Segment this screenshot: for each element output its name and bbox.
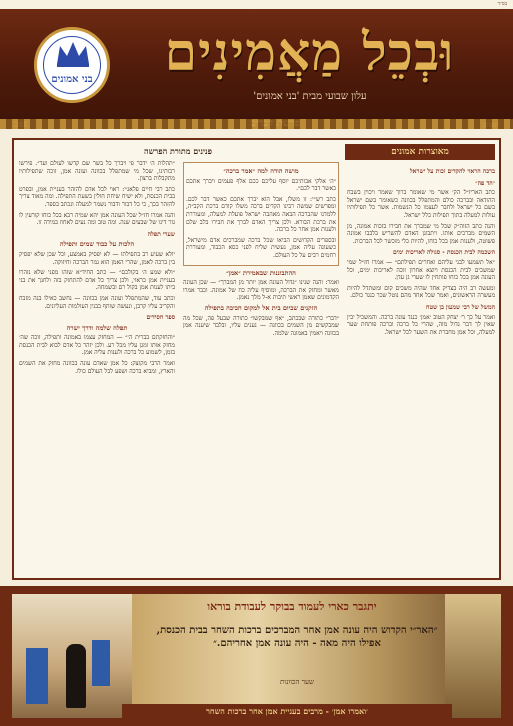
article-paragraph: ״דבר״ כתורה שבכתב, ״אף שמבקשו״ כתורה שבעל פה, שכל מה שמבקשים מן השמים בכוונה — נענים עליו, ובלבד שיענה אמן בכוונה ויאמין באמונה שלמה. xyxy=(183,314,339,337)
article-paragraph: ״ה׳ אלקי אבותיכם יוסף עליכם ככם אלף פעמים ויברך אתכם כאשר דבר לכם״. xyxy=(186,177,336,193)
article-paragraph: ״ולא שמע ה׳ בקולכם״ — כתב החיד״א שזהו מפני שלא נזהרו בעניית אמן כראוי, ולכן צריך כל אדם להתחזק בזה ולחנך את בני ביתו לענות אמן בקול רם ובשמחה. xyxy=(19,269,175,292)
article-heading: מושה הודה למה ״אמר ברכה״ xyxy=(223,167,299,175)
article-paragraph: כתב האריז״ל הק׳ אשר מי שאומר ברוך שאמר ויכוין בשבח ההודאה ובברכה כולם והמתפלל בכוונה כשאומר בשם ישראל בשם כל ישראל ולחבר לעצמו כל הנשמות. אשר כל תפילותיו עולות למעלה בתוך תפילות כלל ישראל. xyxy=(347,189,495,219)
middle-section-title: פנינים מתורת הפרשה xyxy=(144,146,212,156)
footer-source: שער הכוונות xyxy=(280,678,314,686)
crown-icon xyxy=(55,40,91,68)
footer-headline: יתגבר כארי לעמוד בבוקר לעבודת בוראו xyxy=(207,600,377,613)
blue-door xyxy=(26,648,48,704)
article-heading: ברכה הראוי להקדים זכות על ישראל xyxy=(409,168,495,175)
article-paragraph: וכתב עוד, שהמתפלל ועונה אמן בכוונה — נחשב כאילו בנה מזבח והקריב עליו קרבן, ונעשה שותף בבנין העולמות העליונים. xyxy=(19,294,175,310)
article-heading: תפלה שלמה ודרך ישרה xyxy=(66,323,128,332)
article-paragraph: ״תהלות ה׳ ידבר פי ויברך כל בשר שם קדשו לעולם ועד״. פירשו רבותינו, שכל מי שמתפלל בכוונה ועונה אמן, זוכה שתפילותיו מתקבלות ברצון. xyxy=(19,160,175,183)
article-heading: הזקנים שביום בית אל למקום חביבה בתפילה xyxy=(204,303,318,312)
source-signature: שערי תפלה xyxy=(147,230,175,238)
article-paragraph: והנה אמרו חז״ל שכל העונה אמן יהא שמיה רבא בכל כוחו קורעין לו גזר דינו של שבעים שנה. ומה טוב ומה נעים לאחוז במידה זו. xyxy=(19,211,175,227)
masthead-title: וּבְכֵל מַאֲמִינִים xyxy=(164,22,455,83)
article-paragraph: יולא שעיע רב בתפילתו — לא יפסיק באמצע, וכל שכן שלא יפסיק בין ברכה לאמן, שהרי האמן הוא גמר הברכה וחיזוקה. xyxy=(19,250,175,266)
header-ornament xyxy=(0,119,513,129)
article-heading: ההתבוננות שבאמירת ״אמן״ xyxy=(226,268,296,277)
footer-strip: ׳ואמרו אמן׳ - מרבים בעניית אמן אחר ברכות השחר xyxy=(122,704,452,718)
logo xyxy=(34,27,110,103)
article-paragraph: כתב רבי חיים פלאג׳י: ראוי לכל אדם להזהר בעניית אמן, ובפרט בבית הכנסת, ולא ישיח שיחת חולין בשעת התפילה. ומה מאוד צריך להזהר בכך, כי כל דבור ודבור נשמר למעלה ונכתב בספר. xyxy=(19,185,175,208)
footer-banner xyxy=(12,594,501,718)
right-photo xyxy=(445,594,501,718)
walking-figure xyxy=(66,644,86,708)
article-paragraph: כתב רש״י: זו משלו, אבל הוא יברך אתכם כאשר דבר לכם. ומפרשים שמשה רבינו הקדים ברכה משלו קודם ברכת הקב״ה, ללמדנו שהברכה הבאה מאהבה ישראל פועלת למעלה, ומעוררת את ברכת הבורא. ולכן צריך האדם לברך את חבירו בלב שלם ולענות אמן אחר כל ברכה. xyxy=(186,195,336,234)
source-signature: ספר חסידים xyxy=(146,314,175,322)
article-paragraph: ואמר הרבי מקוצק: כל אמן שאדם עונה בכוונה מחזק את השמים והארץ, ומביא ברכה ושפע לכל העולם כולו. xyxy=(19,360,175,375)
footer-quote: ״האר״י הקדוש היה עונה אמן אחר המברכים ברכות השחר בבית הכנסת, אפילו היה מאה - היה עונה אמן אחריהם.״ xyxy=(156,625,438,649)
article-paragraph: ואמר על כך ר׳ יצחק הטוב ׳אמן׳ כנגד עונה ברכה. והמשכיל יבין שאין לך דבר גדול מזה, שהרי כל ברכה וברכה פותחת שער למעלה, וכל אמן מחברת את השער לכל ישראל. xyxy=(347,313,495,336)
article-paragraph: והנה כתב הזוה״ק שכל מי שמברך את חבירו בזכות אמונה, מן השמים מברכים אותו. ויתבונן האדם להשריש בלבבו אמונה פשוטה, ולענות אמן בכל כוחו, להיות כלי מוכשר לכל הברכות. xyxy=(347,222,495,245)
middle-column xyxy=(183,160,339,574)
top-bar xyxy=(0,0,513,9)
article-paragraph: ומעשה רב היה בצדיק אחד שהיה משכים קום ומשתדל להיות מעשרה הראשונים, ואמר שכל אחד מהם נוטל שכר כנגד כולם. xyxy=(347,284,495,300)
masthead-subtitle: עלון שבועי מבית 'בני אמונים' xyxy=(253,91,367,102)
article-box xyxy=(183,162,339,266)
article-subheading: ״הד פה״ xyxy=(475,179,495,187)
right-section-title: מאוצרות אמונים xyxy=(345,144,495,160)
article-heading: השכמה לבית הכנסת - סגולה לאריכות ימים xyxy=(393,249,495,257)
masthead-header xyxy=(0,9,513,129)
article-paragraph: ואמר: והנה שנינו ״גדול העונה אמן יותר מן המברך״ — שכן העונה מאשר ומחזק את הברכה, ומוסיף עליה כח של אמונה. וכבר אמרו הקדמונים שאמן ראשי תיבות א-ל מלך נאמן. xyxy=(183,279,339,302)
content-area xyxy=(12,138,501,580)
article-heading: הלכות על כבוד שמים ותפילה xyxy=(59,240,135,249)
right-column xyxy=(347,164,495,574)
top-mark: בס״ד xyxy=(497,1,507,7)
left-column xyxy=(19,160,175,574)
article-paragraph: ובספרים הקדושים הביאו שכל ברכה שמברכים אדם מישראל, כשעונה עליה אמן, נעשית שליח לפני כסא הכבוד, ומעוררת רחמים רבים על כל העולם. xyxy=(186,236,336,259)
logo-text: בני אמונים xyxy=(51,74,93,85)
article-heading: המשל של רבי שמעון בן שטח xyxy=(425,303,495,311)
article-paragraph: ״והחזקתם בברית ה׳״ — המחזק עצמו באמונה ותפילה, זוכה שה׳ מחזק אותו ומגן עליו מכל רע. ולכן יזהר כל אדם לבוא לבית הכנסת בזמן, לשמוע כל ברכה ולענות עליה אמן. xyxy=(19,334,175,357)
blue-door xyxy=(92,640,110,686)
article-paragraph: ״אל תשמעו לבני עליהם ואחרים תפילתם״ — אמרו חז״ל שמי שמשכים לבית הכנסת ויוצא אחרון זוכה לאריכות ימים, וכל העונה אמן בכל כוחו פותחין לו שערי גן עדן. xyxy=(347,258,495,282)
